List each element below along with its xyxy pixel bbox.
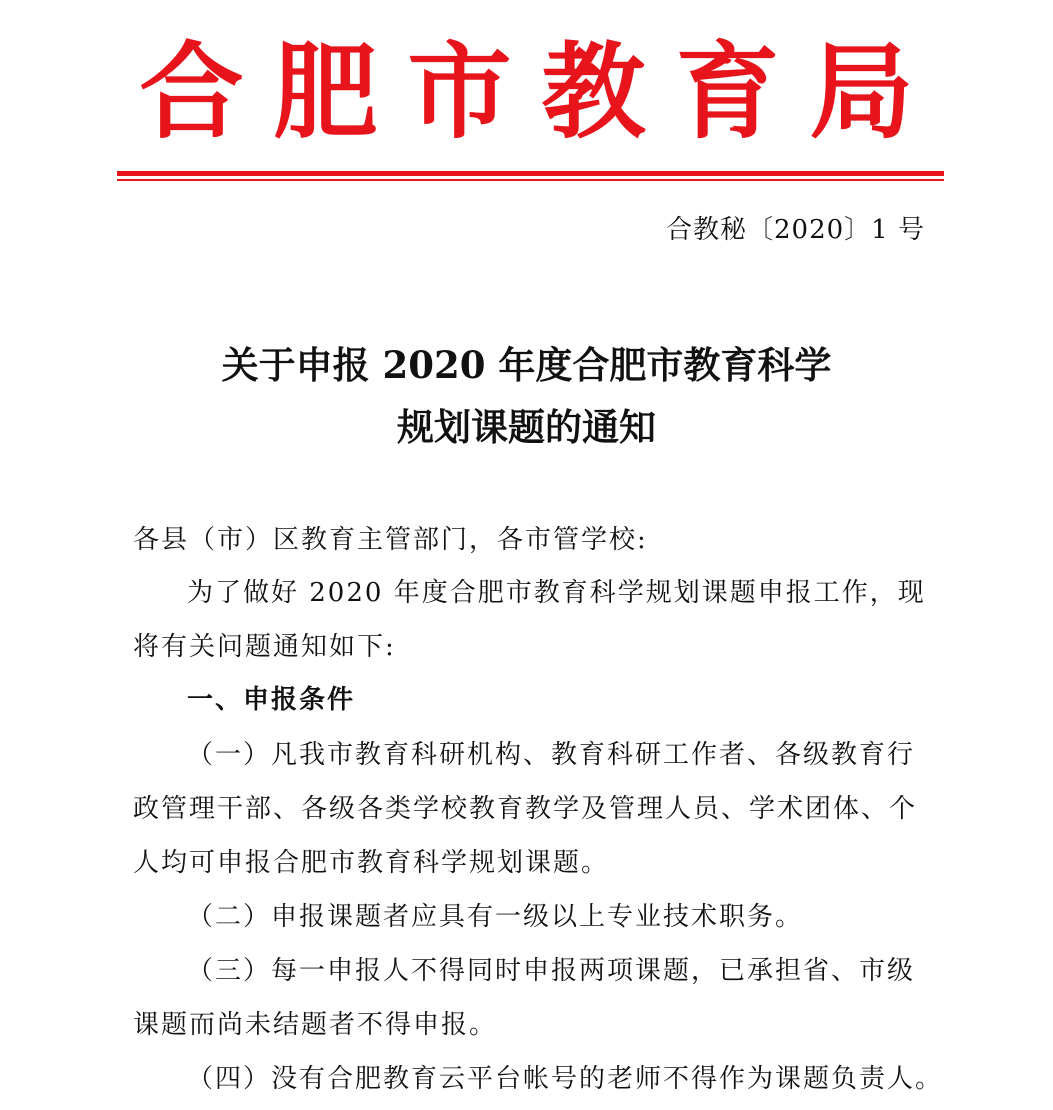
intro-paragraph-line2: 将有关问题通知如下: bbox=[133, 632, 396, 662]
item1-line2: 政管理干部、各级各类学校教育教学及管理人员、学术团体、个 bbox=[133, 794, 918, 824]
intro-paragraph-line1: 为了做好 2020 年度合肥市教育科学规划课题申报工作，现 bbox=[187, 578, 926, 608]
salutation: 各县（市）区教育主管部门，各市管学校: bbox=[133, 525, 648, 555]
section-heading: 一、申报条件 bbox=[187, 685, 356, 715]
masthead-rule-thick bbox=[117, 171, 944, 176]
masthead-title: 合肥市教育局 bbox=[139, 31, 944, 153]
document-title-line1: 关于申报 2020 年度合肥市教育科学 bbox=[221, 343, 832, 387]
document-title-line2: 规划课题的通知 bbox=[397, 405, 656, 449]
item1-line1: （一）凡我市教育科研机构、教育科研工作者、各级教育行 bbox=[187, 740, 916, 770]
masthead-rule-thin bbox=[117, 179, 944, 181]
item1-line3: 人均可申报合肥市教育科学规划课题。 bbox=[133, 848, 610, 878]
item2: （二）申报课题者应具有一级以上专业技术职务。 bbox=[187, 902, 804, 932]
item3-line1: （三）每一申报人不得同时申报两项课题，已承担省、市级 bbox=[187, 956, 916, 986]
item4: （四）没有合肥教育云平台帐号的老师不得作为课题负责人。 bbox=[187, 1064, 944, 1094]
item3-line2: 课题而尚未结题者不得申报。 bbox=[133, 1010, 498, 1040]
document-number: 合教秘〔2020〕1 号 bbox=[666, 215, 925, 245]
